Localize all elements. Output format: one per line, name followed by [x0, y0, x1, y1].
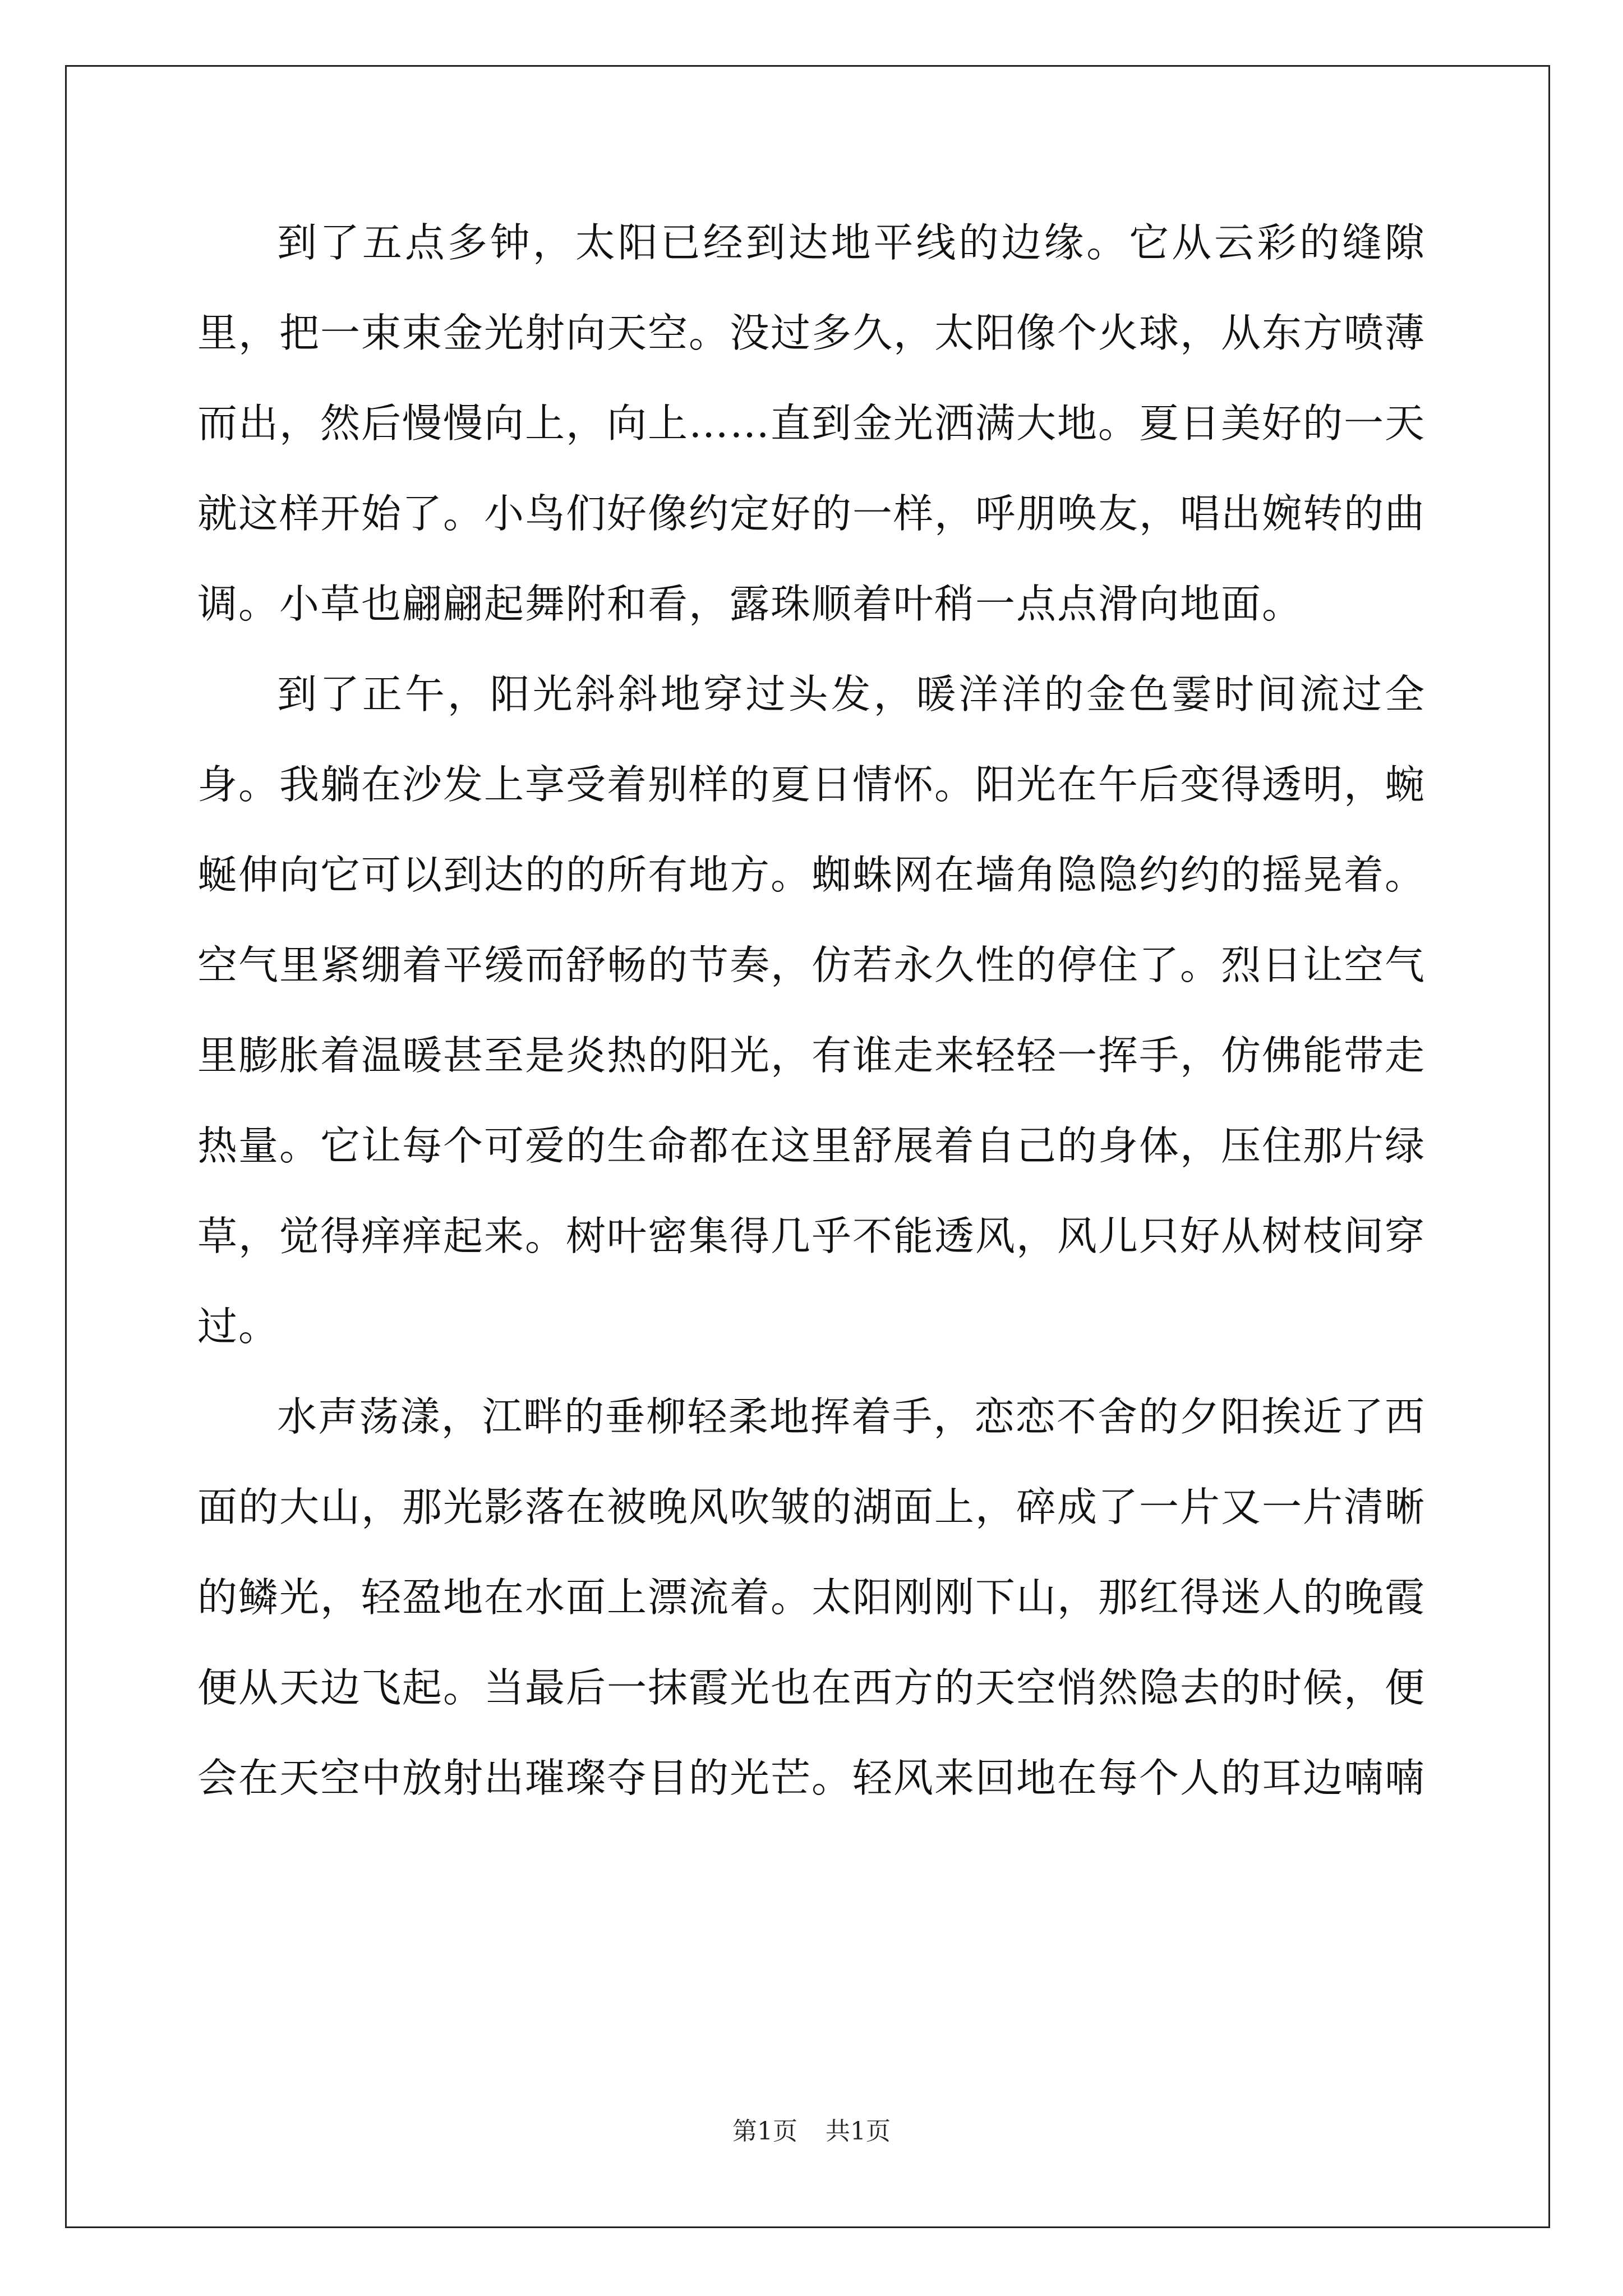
page-total: 共1页 [826, 2117, 891, 2146]
paragraph-2: 到了正午，阳光斜斜地穿过头发，暖洋洋的金色霎时间流过全身。我躺在沙发上享受着别样的夏日情怀。阳光在午后变得透明，蜿蜒伸向它可以到达的的所有地方。蜘蛛网在墙角隐隐约约的摇晃着。空气里紧绷着平缓而舒畅的节奏，仿若永久性的停住了。烈日让空气里膨胀着温暖甚至是炎热的阳光，有谁走来轻轻一挥手，仿佛能带走热量。它让每个可爱的生命都在这里舒展着自己的身体，压住那片绿草，觉得痒痒起来。树叶密集得几乎不能透风，风儿只好从树枝间穿过。 [197, 671, 1426, 1350]
page-number: 第1页 [732, 2117, 797, 2146]
paragraph-1: 到了五点多钟，太阳已经到达地平线的边缘。它从云彩的缝隙里，把一束束金光射向天空。没过多久，太阳像个火球，从东方喷薄而出，然后慢慢向上，向上……直到金光洒满大地。夏日美好的一天就这样开始了。小鸟们好像约定好的一样，呼朋唤友，唱出婉转的曲调。小草也翩翩起舞附和看，露珠顺着叶稍一点点滑向地面。 [197, 219, 1426, 627]
page-footer [0, 2115, 1623, 2148]
document-body [197, 197, 1426, 1823]
paragraph-3: 水声荡漾，江畔的垂柳轻柔地挥着手，恋恋不舍的夕阳挨近了西面的大山，那光影落在被晚风吹皱的湖面上，碎成了一片又一片清晰的鳞光，轻盈地在水面上漂流着。太阳刚刚下山，那红得迷人的晚霞便从天边飞起。当最后一抹霞光也在西方的天空悄然隐去的时候，便会在天空中放射出璀璨夺目的光芒。轻风来回地在每个人的耳边喃喃 [197, 1393, 1426, 1801]
